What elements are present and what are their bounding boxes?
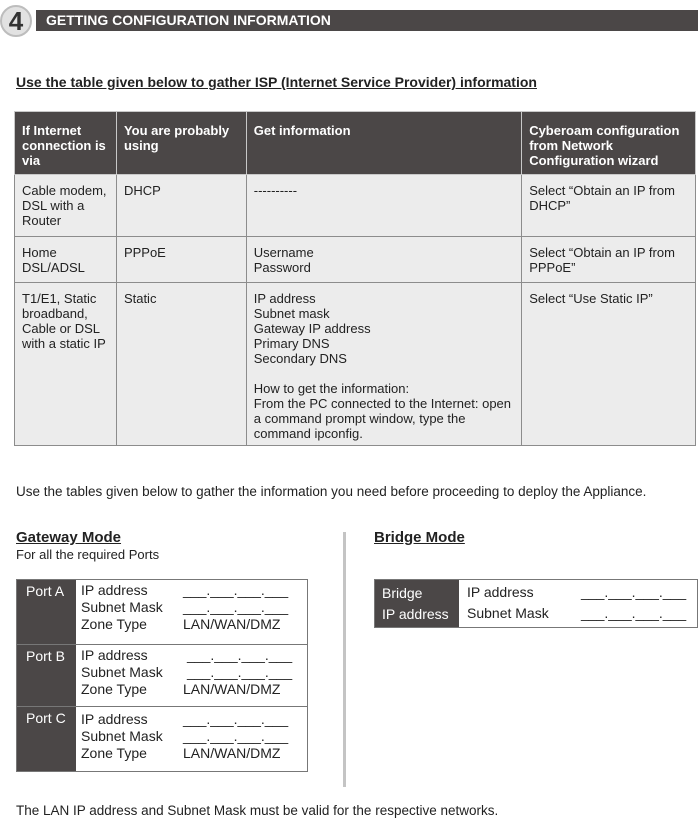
mask-blank: ___.___.___.___ <box>183 728 289 744</box>
header-using: You are probably using <box>116 112 246 175</box>
table-cell: Select “Use Static IP” <box>522 283 696 446</box>
table-cell: Home DSL/ADSL <box>15 237 117 283</box>
bridge-label-line2: IP address <box>382 606 449 622</box>
isp-table-heading: Use the table given below to gather ISP (Internet Service Provider) information <box>16 74 537 90</box>
table-cell: Cable modem, DSL with a Router <box>15 175 117 237</box>
ip-blank: ___.___.___.___ <box>183 582 289 598</box>
table-cell: DHCP <box>116 175 246 237</box>
mask-label: Subnet Mask <box>81 728 163 744</box>
table-row <box>15 237 696 283</box>
zone-value: LAN/WAN/DMZ <box>183 681 281 697</box>
table-cell: T1/E1, Static broadband, Cable or DSL with a static IP <box>15 283 117 446</box>
port-a-label: Port A <box>17 580 76 644</box>
ip-blank: ___.___.___.___ <box>183 711 289 727</box>
mask-blank: ___.___.___.___ <box>187 664 293 680</box>
table-row <box>15 283 696 446</box>
port-c-block <box>16 706 308 772</box>
header-connection: If Internet connection is via <box>15 112 117 175</box>
mask-blank: ___.___.___.___ <box>581 605 687 621</box>
table-cell: PPPoE <box>116 237 246 283</box>
column-divider <box>343 532 346 787</box>
table-cell: IP address Subnet mask Gateway IP address Primary DNS Secondary DNS How to get the information: From the PC connected to the Internet: open a command prompt window, type the command ipconfig. <box>246 283 521 446</box>
ip-blank: ___.___.___.___ <box>187 647 293 663</box>
header-get-info: Get information <box>246 112 521 175</box>
zone-label: Zone Type <box>81 616 147 632</box>
mask-blank: ___.___.___.___ <box>183 599 289 615</box>
port-a-block <box>16 579 308 645</box>
header-wizard-config: Cyberoam configuration from Network Configuration wizard <box>522 112 696 175</box>
footer-note: The LAN IP address and Subnet Mask must be valid for the respective networks. <box>16 803 499 818</box>
ip-label: IP address <box>467 584 534 600</box>
bridge-label <box>375 580 459 627</box>
zone-label: Zone Type <box>81 745 147 761</box>
table-cell: Select “Obtain an IP from DHCP” <box>522 175 696 237</box>
table-cell: Static <box>116 283 246 446</box>
bridge-ip-block <box>374 579 698 628</box>
mask-label: Subnet Mask <box>81 599 163 615</box>
table-cell: Username Password <box>246 237 521 283</box>
zone-label: Zone Type <box>81 681 147 697</box>
mask-label: Subnet Mask <box>81 664 163 680</box>
gateway-mode-heading: Gateway Mode <box>16 529 122 546</box>
port-c-label: Port C <box>17 707 76 771</box>
zone-value: LAN/WAN/DMZ <box>183 745 281 761</box>
section-header <box>0 5 698 35</box>
table-cell: ---------- <box>246 175 521 237</box>
port-b-block <box>16 644 308 710</box>
section-title: GETTING CONFIGURATION INFORMATION <box>36 10 698 31</box>
table-cell: Select “Obtain an IP from PPPoE” <box>522 237 696 283</box>
mask-label: Subnet Mask <box>467 605 549 621</box>
bridge-label-line1: Bridge <box>382 585 423 601</box>
table-header-row <box>15 112 696 175</box>
ip-label: IP address <box>81 711 148 727</box>
isp-info-table <box>14 111 696 446</box>
section-number-badge: 4 <box>0 5 32 37</box>
ip-label: IP address <box>81 582 148 598</box>
bridge-mode-heading: Bridge Mode <box>374 529 465 546</box>
ip-blank: ___.___.___.___ <box>581 584 687 600</box>
port-b-label: Port B <box>17 645 76 709</box>
table-row <box>15 175 696 237</box>
intro-text: Use the tables given below to gather the information you need before proceeding to deploy the Appliance. <box>16 484 647 499</box>
zone-value: LAN/WAN/DMZ <box>183 616 281 632</box>
ip-label: IP address <box>81 647 148 663</box>
gateway-mode-subtitle: For all the required Ports <box>16 547 160 562</box>
